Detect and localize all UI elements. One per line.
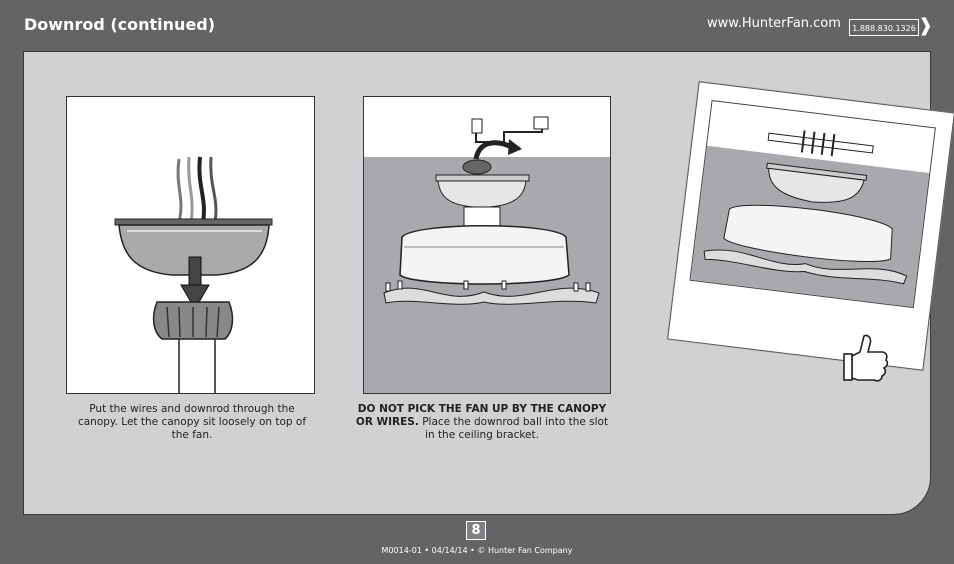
thumbs-up-icon xyxy=(838,330,890,382)
footer-doc-info: M0014-01 • 04/14/14 • © Hunter Fan Company xyxy=(381,546,573,555)
hanging-fan-illustration xyxy=(364,97,610,393)
page-title: Downrod (continued) xyxy=(24,15,216,34)
step2-warning: DO NOT PICK THE FAN UP BY THE CANOPY OR WIRES. xyxy=(355,403,607,428)
step2-instruction: Place the downrod ball into the slot in the ceiling bracket. xyxy=(418,416,609,441)
canopy-illustration xyxy=(67,97,314,393)
phone-number: 1.888.830.1326 xyxy=(849,19,919,36)
figure-hanging-fan xyxy=(363,96,611,394)
step1-caption: Put the wires and downrod through the canopy. Let the canopy sit loosely on top of the fan. xyxy=(77,403,307,441)
figure-canopy-downrod xyxy=(66,96,315,394)
correct-install-illustration xyxy=(691,101,935,307)
page-number: 8 xyxy=(466,521,486,540)
website-link[interactable]: www.HunterFan.com xyxy=(707,16,841,31)
photo-frame xyxy=(689,100,935,308)
polaroid-photo xyxy=(667,81,954,371)
step2-caption xyxy=(352,403,612,442)
phone-icon: ❱ xyxy=(918,15,934,36)
